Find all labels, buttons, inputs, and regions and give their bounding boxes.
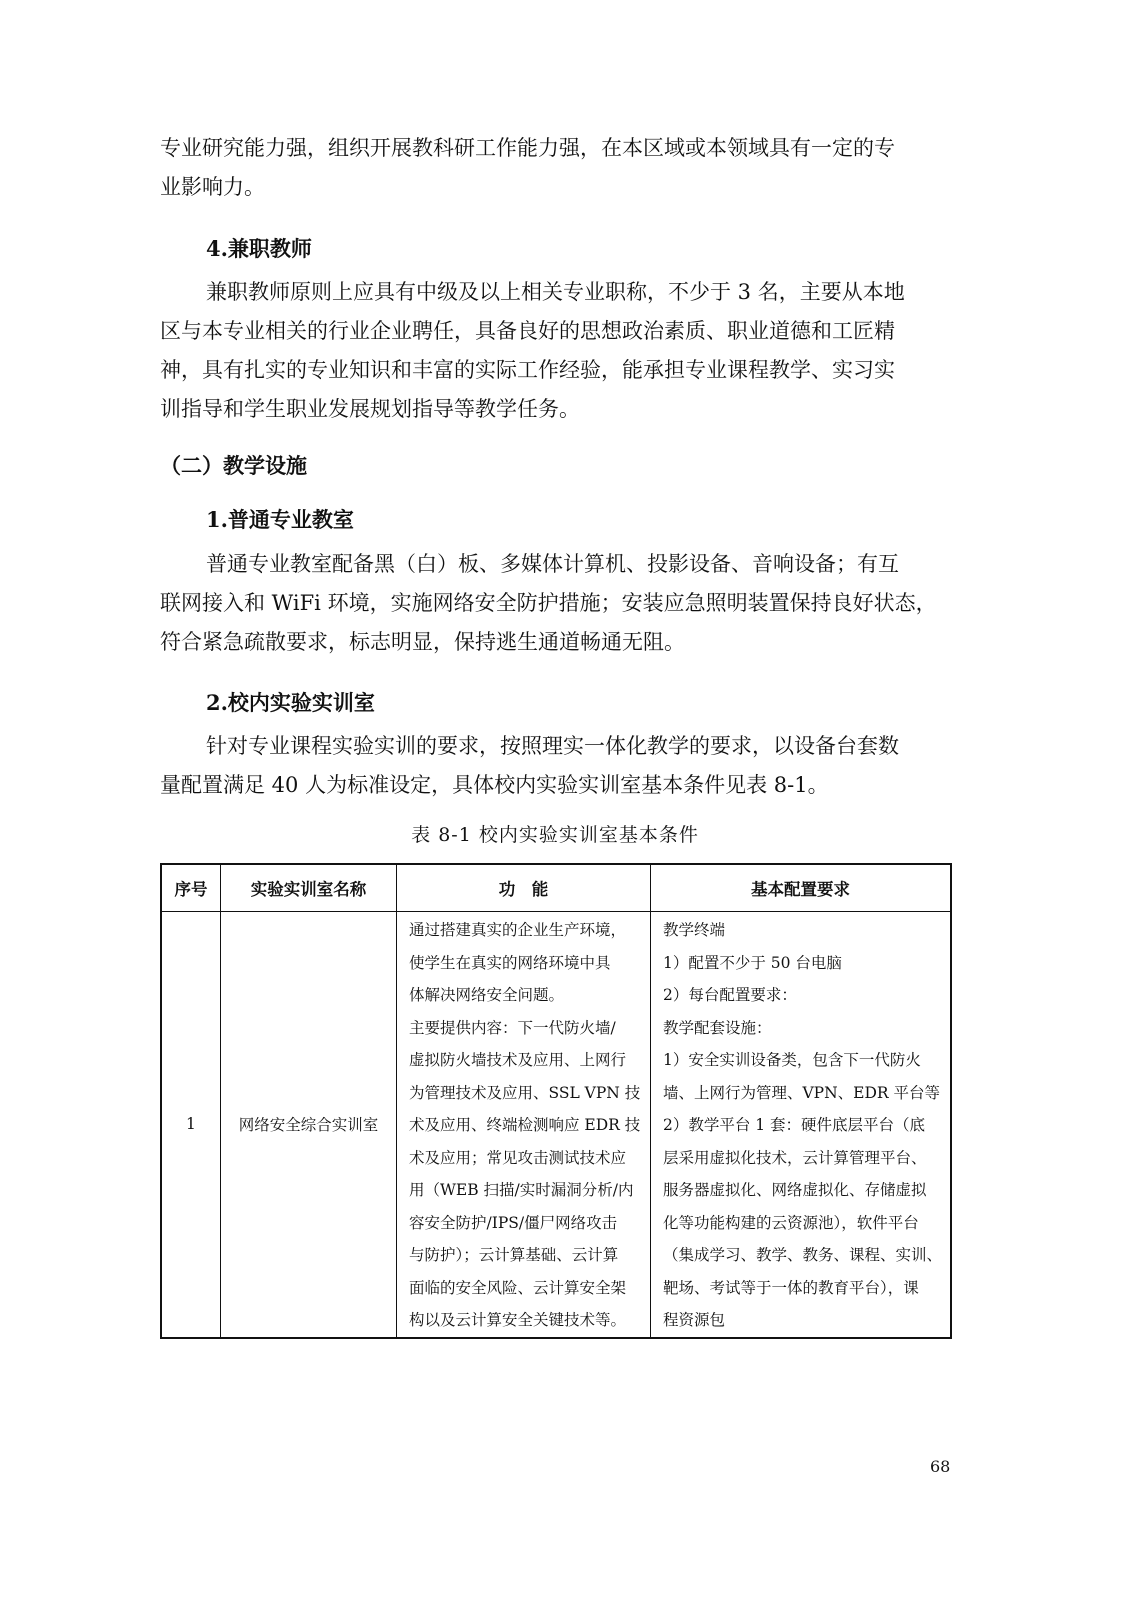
table-header-row — [161, 864, 951, 912]
cell-text-line: 程资源包 — [662, 1311, 725, 1329]
cell-text-line: 靶场、考试等于一体的教育平台），课 — [662, 1278, 919, 1297]
intro-paragraph — [160, 129, 960, 207]
text-line: 区与本专业相关的行业企业聘任，具备良好的思想政治素质、职业道德和工匠精 — [160, 319, 895, 343]
part-time-paragraph — [160, 273, 960, 429]
row-requirements — [650, 912, 951, 1338]
cell-text-line: 体解决网络安全问题。 — [408, 986, 564, 1004]
cell-text-line: 面临的安全风险、云计算安全架 — [408, 1278, 626, 1297]
header-requirements: 基本配置要求 — [650, 864, 951, 912]
row-no: 1 — [161, 912, 220, 1338]
cell-text-line: 通过搭建真实的企业生产环境， — [408, 921, 626, 939]
lab-paragraph — [160, 727, 960, 805]
cell-text-line: 构以及云计算安全关键技术等。 — [408, 1311, 626, 1329]
cell-text-line: 容安全防护/IPS/僵尸网络攻击 — [408, 1213, 618, 1232]
cell-text-line: （集成学习、教学、教务、课程、实训、 — [662, 1246, 942, 1264]
text-line: 联网接入和 WiFi 环境，实施网络安全防护措施；安装应急照明装置保持良好状态， — [160, 591, 937, 615]
text-line: 针对专业课程实验实训的要求，按照理实一体化教学的要求，以设备台套数 — [206, 734, 899, 758]
row-function — [396, 912, 650, 1338]
cell-text-line: 2）每台配置要求： — [662, 986, 797, 1004]
text-line: 兼职教师原则上应具有中级及以上相关专业职称，不少于 3 名，主要从本地 — [206, 280, 905, 304]
text-line: 普通专业教室配备黑（白）板、多媒体计算机、投影设备、音响设备；有互 — [206, 552, 899, 576]
text-line: 量配置满足 40 人为标准设定，具体校内实验实训室基本条件见表 8-1。 — [160, 773, 829, 797]
cell-text-line: 术及应用；常见攻击测试技术应 — [408, 1148, 626, 1167]
cell-text-line: 与防护）；云计算基础、云计算 — [408, 1246, 619, 1264]
text-line: 专业研究能力强，组织开展教科研工作能力强，在本区域或本领域具有一定的专 — [160, 136, 895, 160]
text-line: 训指导和学生职业发展规划指导等教学任务。 — [160, 397, 580, 421]
cell-text-line: 使学生在真实的网络环境中具 — [408, 953, 611, 972]
function-lines — [397, 912, 650, 1337]
cell-text-line: 化等功能构建的云资源池），软件平台 — [662, 1213, 919, 1232]
header-function: 功 能 — [396, 864, 650, 912]
lab-conditions-table — [160, 863, 952, 1339]
cell-text-line: 主要提供内容：下一代防火墙/ — [408, 1018, 616, 1037]
cell-text-line: 用（WEB 扫描/实时漏洞分析/内 — [408, 1181, 634, 1199]
cell-text-line: 虚拟防火墙技术及应用、上网行 — [408, 1051, 626, 1069]
cell-text-line: 教学配套设施： — [662, 1018, 772, 1037]
cell-text-line: 2）教学平台 1 套：硬件底层平台（底 — [662, 1116, 926, 1134]
row-lab-name: 网络安全综合实训室 — [220, 912, 396, 1338]
text-line: 符合紧急疏散要求，标志明显，保持逃生通道畅通无阻。 — [160, 630, 685, 654]
heading-classroom: 1.普通专业教室 — [206, 507, 354, 532]
cell-text-line: 教学终端 — [662, 921, 725, 939]
heading-lab: 2.校内实验实训室 — [206, 690, 375, 715]
heading-part-time-teachers: 4.兼职教师 — [206, 236, 312, 261]
table-caption: 表 8-1 校内实验实训室基本条件 — [411, 824, 699, 846]
heading-teaching-facilities: （二）教学设施 — [160, 453, 307, 478]
cell-text-line: 为管理技术及应用、SSL VPN 技 — [408, 1083, 641, 1102]
table-row — [161, 912, 951, 1338]
requirement-lines — [651, 912, 950, 1337]
text-line: 业影响力。 — [160, 175, 265, 199]
cell-text-line: 服务器虚拟化、网络虚拟化、存储虚拟 — [662, 1181, 927, 1199]
cell-text-line: 层采用虚拟化技术，云计算管理平台、 — [662, 1148, 927, 1167]
header-lab-name: 实验实训室名称 — [220, 864, 396, 912]
text-line: 神，具有扎实的专业知识和丰富的实际工作经验，能承担专业课程教学、实习实 — [160, 358, 895, 382]
cell-text-line: 墙、上网行为管理、VPN、EDR 平台等 — [662, 1083, 940, 1102]
page-number: 68 — [930, 1457, 951, 1476]
classroom-paragraph — [160, 545, 960, 662]
cell-text-line: 术及应用、终端检测响应 EDR 技 — [408, 1116, 641, 1134]
cell-text-line: 1）安全实训设备类，包含下一代防火 — [662, 1051, 921, 1069]
header-no: 序号 — [161, 864, 220, 912]
cell-text-line: 1）配置不少于 50 台电脑 — [662, 953, 842, 972]
